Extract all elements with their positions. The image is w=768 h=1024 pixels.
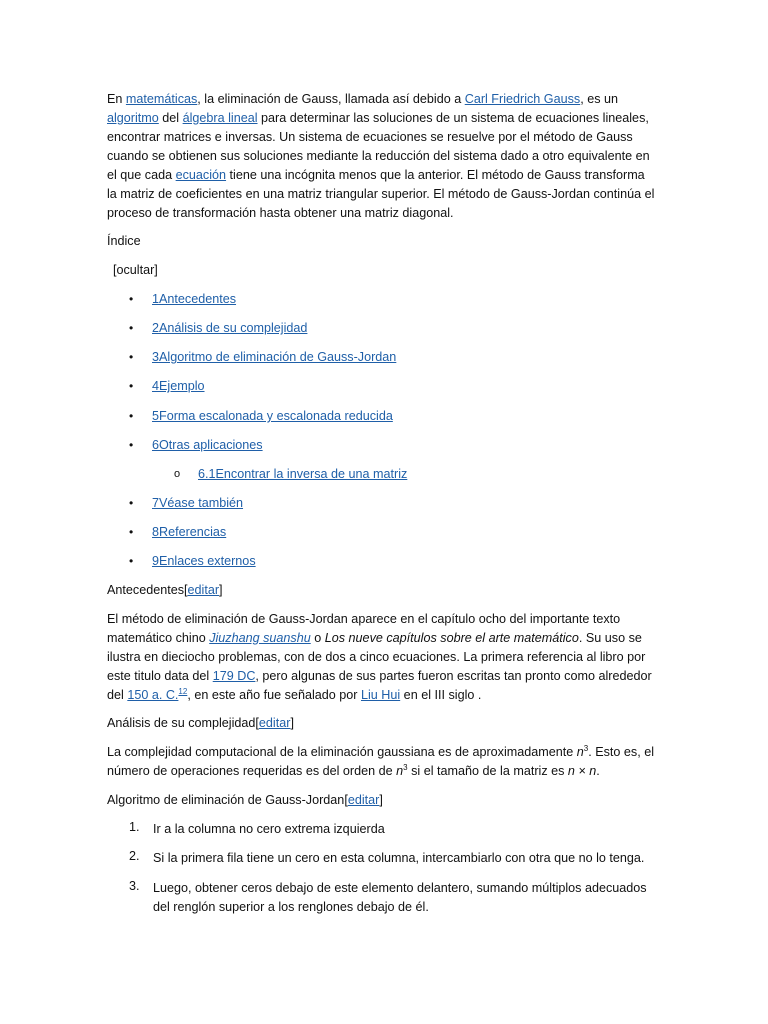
section-heading-algoritmo: Algoritmo de eliminación de Gauss-Jordan[editar] <box>107 793 383 807</box>
step-text: Si la primera fila tiene un cero en esta columna, intercambiarlo con otra que no lo tenga. <box>153 851 645 865</box>
intro-text: para determinar las soluciones de un sistema de ecuaciones lineales, encontrar matrices e inversas. Un sistema de ecuaciones se resuelve por el método de Gauss cuando se obtienen sus soluciones mediante la reducción del sistema dado a otro equivalente en el que cada <box>107 111 650 182</box>
link-150-ac[interactable]: 150 a. C. <box>127 688 179 702</box>
text: si el tamaño de la matriz es <box>407 764 568 778</box>
list-item <box>107 820 655 840</box>
toc-link-forma-escalonada[interactable]: 5Forma escalonada y escalonada reducida <box>152 409 393 423</box>
math-n: n <box>396 764 404 778</box>
step-number: 1. <box>129 820 140 834</box>
text: o <box>310 631 325 645</box>
section-heading-complejidad: Análisis de su complejidad[editar] <box>107 716 294 730</box>
step-text: Ir a la columna no cero extrema izquierda <box>153 822 385 836</box>
list-item <box>107 879 655 919</box>
math-exponent: 3 <box>583 743 589 753</box>
step-number: 2. <box>129 849 140 863</box>
toc-link-inversa[interactable]: 6.1Encontrar la inversa de una matriz <box>198 467 408 481</box>
link-liu-hui[interactable]: Liu Hui <box>360 688 401 702</box>
link-carl-friedrich-gauss[interactable]: Carl Friedrich Gauss <box>464 92 581 106</box>
bullet: • <box>129 292 134 306</box>
text: El método de eliminación de Gauss-Jordan aparece en el capítulo ocho del importante texto matemático chino <box>107 612 621 645</box>
intro-paragraph <box>107 90 655 223</box>
step-text: Luego, obtener ceros debajo de este elemento delantero, sumando múltiplos adecuados del renglón superior a los renglones debajo de él. <box>153 881 647 914</box>
link-algoritmo[interactable]: algoritmo <box>107 111 159 125</box>
bullet: • <box>129 496 134 510</box>
intro-text: , es un <box>580 92 619 106</box>
bullet: • <box>129 409 134 423</box>
text: . <box>596 764 600 778</box>
toc-link-algoritmo[interactable]: 3Algoritmo de eliminación de Gauss-Jordan <box>152 350 397 364</box>
toc-toggle[interactable]: [ocultar] <box>113 263 158 277</box>
toc-title: Índice <box>107 234 141 248</box>
text: . Esto es, el número de operaciones requeridas es del orden de <box>107 745 655 778</box>
step-number: 3. <box>129 879 140 893</box>
text: , en este año fue señalado por <box>187 688 361 702</box>
bullet: • <box>129 321 134 335</box>
text: . Su uso se ilustra en dieciocho problemas, con de dos a cinco ecuaciones. La primera referencia al libro por este titulo data del <box>107 631 646 683</box>
intro-text: , la eliminación de Gauss, llamada así debido a <box>197 92 465 106</box>
edit-link[interactable]: editar <box>187 583 220 597</box>
text: en el III siglo . <box>400 688 482 702</box>
bullet: • <box>129 554 134 568</box>
intro-text: del <box>158 111 183 125</box>
math-n: n <box>576 745 584 759</box>
heading-text: Antecedentes <box>107 583 185 597</box>
text: , pero algunas de sus partes fueron escritas tan pronto como alrededor del <box>107 669 652 702</box>
toc-link-referencias[interactable]: 8Referencias <box>152 525 227 539</box>
link-179-dc[interactable]: 179 DC <box>212 669 256 683</box>
bullet: • <box>129 438 134 452</box>
bullet: • <box>129 350 134 364</box>
edit-link[interactable]: editar <box>258 716 291 730</box>
italic-title: Los nueve capítulos sobre el arte matemático <box>324 631 579 645</box>
toc-link-complejidad[interactable]: 2Análisis de su complejidad <box>152 321 308 335</box>
link-algebra-lineal[interactable]: álgebra lineal <box>182 111 258 125</box>
toc-link-antecedentes[interactable]: 1Antecedentes <box>152 292 237 306</box>
complejidad-paragraph <box>107 743 655 781</box>
toc-link-otras-aplicaciones[interactable]: 6Otras aplicaciones <box>152 438 263 452</box>
toc-link-ejemplo[interactable]: 4Ejemplo <box>152 379 205 393</box>
toc-link-enlaces-externos[interactable]: 9Enlaces externos <box>152 554 256 568</box>
edit-link[interactable]: editar <box>347 793 380 807</box>
section-heading-antecedentes: Antecedentes[editar] <box>107 583 223 597</box>
bullet: • <box>129 525 134 539</box>
math-n-by-n: n × n <box>567 764 597 778</box>
link-matematicas[interactable]: matemáticas <box>125 92 198 106</box>
intro-text: En <box>107 92 126 106</box>
link-jiuzhang-suanshu[interactable]: Jiuzhang suanshu <box>209 631 311 645</box>
toc-link-vease-tambien[interactable]: 7Véase también <box>152 496 244 510</box>
link-ecuacion[interactable]: ecuación <box>175 168 227 182</box>
text: La complejidad computacional de la eliminación gaussiana es de aproximadamente <box>107 745 577 759</box>
sub-bullet: o <box>174 468 181 480</box>
intro-text: tiene una incógnita menos que la anterior. El método de Gauss transforma la matriz de coeficientes en una matriz triangular superior. El método de Gauss-Jordan continúa el proceso de transformación hasta obtener una matriz diagonal. <box>107 168 655 220</box>
antecedentes-paragraph <box>107 610 655 705</box>
bullet: • <box>129 379 134 393</box>
math-exponent: 3 <box>403 762 408 772</box>
list-item <box>107 849 655 869</box>
reference-link[interactable]: 12 <box>178 686 188 696</box>
heading-text: Algoritmo de eliminación de Gauss-Jordan <box>107 793 345 807</box>
heading-text: Análisis de su complejidad <box>107 716 256 730</box>
